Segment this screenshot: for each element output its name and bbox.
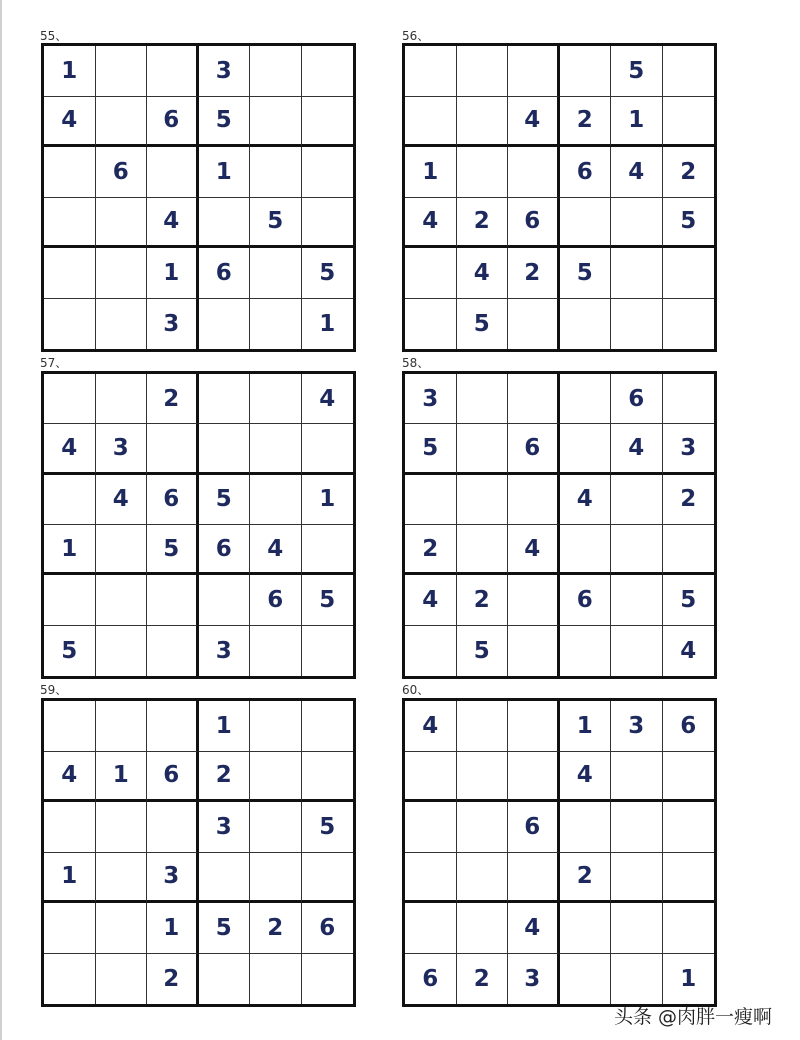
puzzle-number-55: 55、: [40, 29, 68, 43]
sudoku-cell: 1: [44, 525, 96, 575]
sudoku-cell: [457, 802, 509, 853]
sudoku-cell: 2: [199, 752, 251, 803]
sudoku-cell: [611, 475, 663, 525]
sudoku-cell: 1: [405, 147, 457, 198]
sudoku-cell: [560, 374, 612, 424]
sudoku-cell: 6: [96, 147, 148, 198]
sudoku-cell: [560, 424, 612, 474]
sudoku-cell: [199, 374, 251, 424]
sudoku-cell: [96, 954, 148, 1005]
sudoku-cell: [44, 374, 96, 424]
sudoku-cell: [147, 626, 199, 676]
sudoku-cell: 4: [250, 525, 302, 575]
sudoku-cell: [457, 374, 509, 424]
sudoku-cell: [96, 97, 148, 148]
sudoku-cell: 5: [199, 903, 251, 954]
sudoku-cell: [405, 299, 457, 350]
sudoku-cell: [405, 752, 457, 803]
sudoku-cell: 6: [508, 802, 560, 853]
sudoku-grid-58: [402, 371, 717, 679]
sudoku-cell: 1: [319, 310, 336, 337]
sudoku-cell: [96, 802, 148, 853]
sudoku-cell: [508, 46, 560, 97]
sudoku-cell: [44, 575, 96, 625]
sudoku-cell: [302, 626, 354, 676]
sudoku-cell: 3: [611, 701, 663, 752]
sudoku-cell: 4: [457, 248, 509, 299]
sudoku-cell: 6: [199, 248, 251, 299]
sudoku-cell: [199, 575, 251, 625]
sudoku-cell: 2: [457, 198, 509, 249]
sudoku-cell: 4: [508, 525, 560, 575]
sudoku-cell: [96, 525, 148, 575]
sudoku-cell: 5: [44, 626, 96, 676]
sudoku-cell: [611, 802, 663, 853]
sudoku-cell: 2: [250, 903, 302, 954]
sudoku-cell: 4: [405, 575, 457, 625]
sudoku-cell: 5: [147, 525, 199, 575]
sudoku-cell: 2: [457, 575, 509, 625]
sudoku-cell: 6: [560, 575, 612, 625]
sudoku-cell: 5: [457, 299, 509, 350]
sudoku-grid-60: [402, 698, 717, 1007]
sudoku-cell: 4: [405, 198, 457, 249]
sudoku-cell: [250, 626, 302, 676]
sudoku-cell: [611, 299, 663, 350]
sudoku-cell: 1: [560, 701, 612, 752]
sudoku-cell: 1: [96, 752, 148, 803]
sudoku-cell: 2: [560, 97, 612, 148]
sudoku-cell: 4: [508, 97, 560, 148]
sudoku-cell: 5: [560, 248, 612, 299]
sudoku-cell: [302, 424, 354, 474]
sudoku-cell: [44, 903, 96, 954]
sudoku-cell: [44, 147, 96, 198]
sudoku-cell: [508, 853, 560, 904]
sudoku-cell: 3: [199, 626, 251, 676]
sudoku-cell: [663, 853, 715, 904]
sudoku-cell: [560, 903, 612, 954]
sudoku-cell: 2: [508, 248, 560, 299]
sudoku-cell: [250, 424, 302, 474]
sudoku-cell: [663, 46, 715, 97]
sudoku-cell: [508, 299, 560, 350]
sudoku-cell: 3: [663, 424, 715, 474]
sudoku-cell: [508, 701, 560, 752]
sudoku-cell: [250, 374, 302, 424]
sudoku-cell: 4: [302, 374, 354, 424]
sudoku-cell: [302, 853, 354, 904]
sudoku-cell: [405, 853, 457, 904]
sudoku-grid-59: [41, 698, 356, 1007]
sudoku-cell: [663, 248, 715, 299]
sudoku-cell: [96, 626, 148, 676]
sudoku-cell: 4: [680, 637, 697, 664]
sudoku-cell: [663, 802, 715, 853]
sudoku-cell: 5: [199, 475, 251, 525]
sudoku-cell: 4: [405, 701, 457, 752]
sudoku-cell: [199, 299, 251, 350]
sudoku-cell: [405, 475, 457, 525]
sudoku-cell: [302, 46, 354, 97]
sudoku-cell: [302, 97, 354, 148]
sudoku-cell: [147, 46, 199, 97]
sudoku-cell: [199, 198, 251, 249]
puzzle-number-60: 60、: [402, 683, 430, 697]
sudoku-cell: [250, 97, 302, 148]
sudoku-cell: [560, 802, 612, 853]
sudoku-cell: 1: [199, 147, 251, 198]
sudoku-cell: [457, 475, 509, 525]
sudoku-cell: [147, 701, 199, 752]
sudoku-cell: 6: [199, 525, 251, 575]
sudoku-cell: [663, 374, 715, 424]
sudoku-cell: [457, 525, 509, 575]
sudoku-cell: [96, 198, 148, 249]
sudoku-cell: [250, 299, 302, 350]
sudoku-cell: [405, 248, 457, 299]
sudoku-cell: [250, 46, 302, 97]
sudoku-cell: [405, 97, 457, 148]
sudoku-cell: [199, 954, 251, 1005]
sudoku-cell: [457, 147, 509, 198]
sudoku-cell: [457, 46, 509, 97]
sudoku-cell: 2: [405, 525, 457, 575]
sudoku-cell: [44, 248, 96, 299]
sudoku-cell: [560, 46, 612, 97]
sudoku-cell: [250, 147, 302, 198]
sudoku-cell: [611, 626, 663, 676]
sudoku-cell: 1: [302, 475, 354, 525]
sudoku-cell: [302, 701, 354, 752]
sudoku-cell: 4: [508, 903, 560, 954]
sudoku-cell: [560, 198, 612, 249]
sudoku-cell: 2: [457, 954, 509, 1005]
sudoku-cell: 5: [611, 46, 663, 97]
sudoku-cell: [44, 198, 96, 249]
watermark-text: 头条 @肉胖一瘦啊: [614, 1006, 773, 1028]
sudoku-cell: [96, 903, 148, 954]
sudoku-cell: 6: [560, 147, 612, 198]
sudoku-cell: 4: [560, 752, 612, 803]
sudoku-cell: [405, 802, 457, 853]
sudoku-cell: 6: [611, 374, 663, 424]
sudoku-cell: [457, 424, 509, 474]
sudoku-grid-57: [41, 371, 356, 679]
sudoku-cell: 6: [508, 424, 560, 474]
sudoku-cell: 2: [147, 954, 199, 1005]
sudoku-cell: 4: [611, 424, 663, 474]
sudoku-cell: [405, 903, 457, 954]
sudoku-cell: 5: [302, 802, 354, 853]
sudoku-cell: 5: [302, 575, 354, 625]
sudoku-cell: [508, 374, 560, 424]
sudoku-cell: [96, 853, 148, 904]
puzzle-number-59: 59、: [40, 683, 68, 697]
sudoku-cell: [96, 248, 148, 299]
sudoku-cell: [611, 853, 663, 904]
sudoku-cell: [560, 626, 612, 676]
sudoku-cell: 2: [663, 147, 715, 198]
page-edge-rule: [0, 0, 2, 1040]
sudoku-cell: 3: [96, 424, 148, 474]
sudoku-cell: [508, 752, 560, 803]
sudoku-cell: [457, 903, 509, 954]
sudoku-cell: [96, 374, 148, 424]
sudoku-cell: [147, 575, 199, 625]
sudoku-cell: 1: [44, 46, 96, 97]
sudoku-cell: [250, 802, 302, 853]
sudoku-cell: [560, 299, 612, 350]
puzzle-number-57: 57、: [40, 356, 68, 370]
sudoku-cell: [96, 299, 148, 350]
sudoku-cell: 4: [44, 424, 96, 474]
sudoku-cell: [457, 97, 509, 148]
sudoku-cell: 6: [405, 954, 457, 1005]
sudoku-cell: 1: [611, 97, 663, 148]
sudoku-cell: 2: [147, 374, 199, 424]
sudoku-cell: [663, 525, 715, 575]
sudoku-cell: 1: [147, 903, 199, 954]
sudoku-cell: [508, 147, 560, 198]
sudoku-cell: [663, 903, 715, 954]
sudoku-cell: [250, 853, 302, 904]
puzzle-number-56: 56、: [402, 29, 430, 43]
sudoku-cell: [302, 954, 354, 1005]
sudoku-cell: [44, 475, 96, 525]
sudoku-grid-55: [41, 43, 356, 352]
sudoku-cell: 6: [302, 903, 354, 954]
sudoku-cell: [199, 424, 251, 474]
sudoku-cell: [302, 752, 354, 803]
sudoku-cell: 3: [199, 46, 251, 97]
sudoku-cell: [663, 97, 715, 148]
sudoku-cell: [96, 575, 148, 625]
sudoku-cell: [611, 903, 663, 954]
sudoku-cell: [96, 701, 148, 752]
sudoku-cell: [250, 475, 302, 525]
sudoku-cell: [250, 248, 302, 299]
sudoku-cell: 6: [147, 475, 199, 525]
sudoku-cell: 5: [405, 424, 457, 474]
sudoku-cell: [560, 525, 612, 575]
sudoku-cell: 2: [560, 853, 612, 904]
sudoku-cell: [508, 626, 560, 676]
sudoku-cell: [508, 475, 560, 525]
sudoku-cell: 6: [250, 575, 302, 625]
sudoku-cell: 6: [508, 198, 560, 249]
sudoku-cell: 4: [147, 198, 199, 249]
sudoku-cell: [44, 954, 96, 1005]
sudoku-cell: [457, 853, 509, 904]
sudoku-cell: [405, 626, 457, 676]
sudoku-cell: 5: [663, 575, 715, 625]
sudoku-cell: [147, 802, 199, 853]
puzzle-number-58: 58、: [402, 356, 430, 370]
sudoku-cell: [611, 575, 663, 625]
sudoku-cell: [663, 752, 715, 803]
sudoku-cell: [44, 299, 96, 350]
sudoku-cell: 5: [457, 626, 509, 676]
sudoku-cell: 3: [199, 802, 251, 853]
sudoku-cell: [302, 147, 354, 198]
sudoku-cell: [250, 954, 302, 1005]
sudoku-cell: [457, 701, 509, 752]
sudoku-cell: [508, 575, 560, 625]
sudoku-cell: 1: [680, 965, 697, 992]
sudoku-cell: 5: [663, 198, 715, 249]
sudoku-cell: 1: [44, 853, 96, 904]
sudoku-cell: [560, 954, 612, 1005]
sudoku-cell: 5: [250, 198, 302, 249]
sudoku-cell: 5: [302, 248, 354, 299]
sudoku-cell: [147, 147, 199, 198]
sudoku-cell: 3: [508, 954, 560, 1005]
sudoku-cell: 4: [611, 147, 663, 198]
sudoku-grid-56: [402, 43, 717, 352]
sudoku-cell: 1: [199, 701, 251, 752]
sudoku-cell: 3: [405, 374, 457, 424]
sudoku-cell: [250, 701, 302, 752]
sudoku-cell: 5: [199, 97, 251, 148]
sudoku-cell: [457, 752, 509, 803]
sudoku-cell: 6: [147, 752, 199, 803]
sudoku-cell: [405, 46, 457, 97]
sudoku-cell: [611, 752, 663, 803]
sudoku-cell: [96, 46, 148, 97]
sudoku-cell: 3: [147, 853, 199, 904]
sudoku-cell: 3: [147, 299, 199, 350]
sudoku-cell: 4: [96, 475, 148, 525]
sudoku-cell: 6: [147, 97, 199, 148]
sudoku-cell: [302, 525, 354, 575]
sudoku-cell: 6: [663, 701, 715, 752]
sudoku-cell: 4: [44, 97, 96, 148]
sudoku-cell: [199, 853, 251, 904]
sudoku-cell: [147, 424, 199, 474]
sudoku-cell: [611, 954, 663, 1005]
sudoku-cell: 4: [44, 752, 96, 803]
sudoku-cell: [663, 299, 715, 350]
sudoku-cell: [611, 248, 663, 299]
sudoku-cell: [302, 198, 354, 249]
sudoku-cell: [44, 701, 96, 752]
sudoku-cell: [250, 752, 302, 803]
sudoku-cell: [611, 198, 663, 249]
sudoku-cell: [611, 525, 663, 575]
sudoku-cell: [44, 802, 96, 853]
sudoku-cell: 2: [663, 475, 715, 525]
sudoku-cell: 4: [560, 475, 612, 525]
sudoku-cell: 1: [147, 248, 199, 299]
